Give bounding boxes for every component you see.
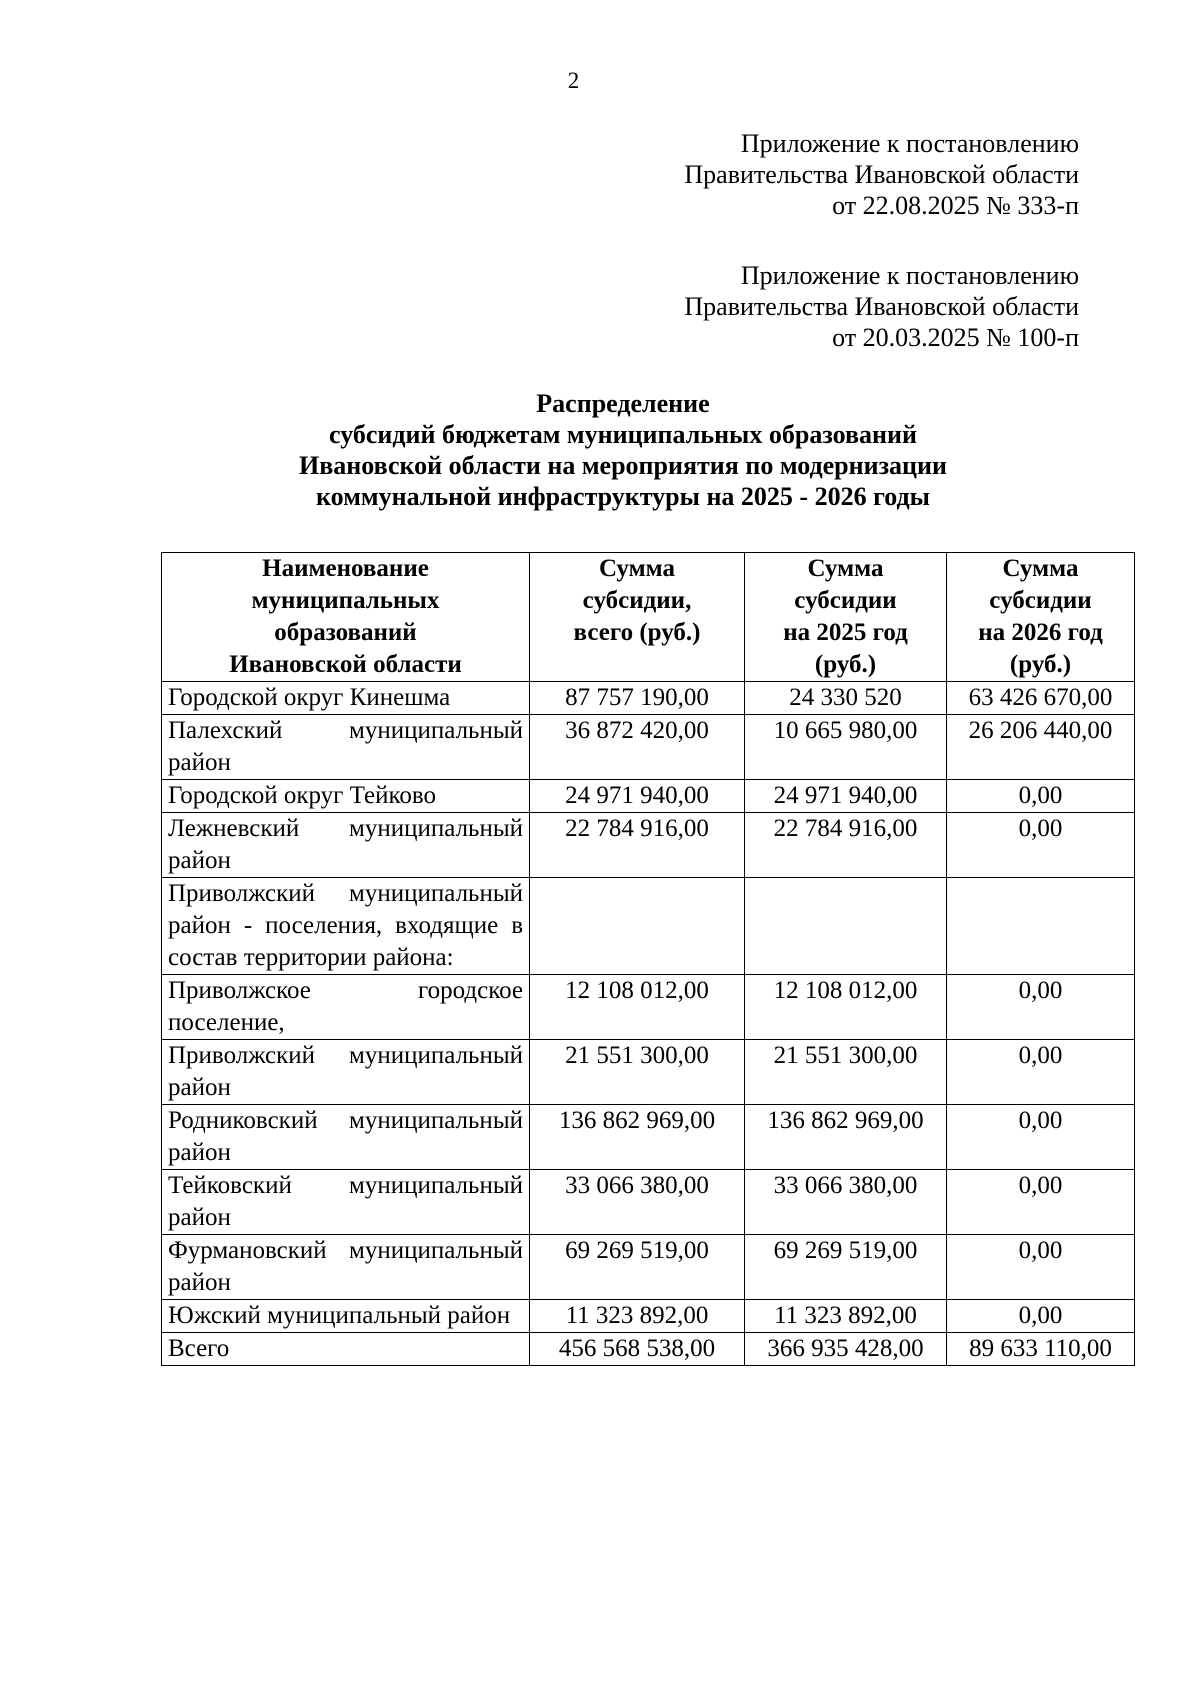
- municipality-name: Палехский муниципальный район: [162, 715, 530, 780]
- subsidy-2025: 24 330 520: [745, 682, 947, 715]
- appendix-line: Приложение к постановлению: [740, 261, 1079, 290]
- header-2025: Сумма субсидии на 2025 год (руб.): [745, 553, 947, 682]
- empty-cell: [745, 878, 947, 975]
- total-label: Всего: [162, 1333, 530, 1366]
- subsidy-total: 11 323 892,00: [530, 1300, 745, 1333]
- subsidy-2025: 136 862 969,00: [745, 1105, 947, 1170]
- municipality-name: Приволжский муниципальный район: [162, 1040, 530, 1105]
- table-row-group-heading: [162, 878, 1135, 975]
- municipality-name: Южский муниципальный район: [162, 1300, 530, 1333]
- table-subrow: [162, 975, 1135, 1040]
- table-row: [162, 1170, 1135, 1235]
- municipality-name: Тейковский муниципальный район: [162, 1170, 530, 1235]
- subsidy-total: 24 971 940,00: [530, 780, 745, 813]
- title-line: Ивановской области на мероприятия по модернизации: [299, 451, 947, 480]
- subsidy-2026: 63 426 670,00: [947, 682, 1135, 715]
- table-row: [162, 1235, 1135, 1300]
- table-row: [162, 715, 1135, 780]
- table-header-row: [162, 553, 1135, 682]
- appendix-reference-original: [684, 260, 1079, 353]
- table-row: [162, 1105, 1135, 1170]
- subsidy-2025: 69 269 519,00: [745, 1235, 947, 1300]
- grand-total-2026: 89 633 110,00: [947, 1333, 1135, 1366]
- header-2026: Сумма субсидии на 2026 год (руб.): [947, 553, 1135, 682]
- subsidy-total: 22 784 916,00: [530, 813, 745, 878]
- table-subrow: [162, 1040, 1135, 1105]
- subsidy-2026: 0,00: [947, 1235, 1135, 1300]
- subsidy-2026: 0,00: [947, 1105, 1135, 1170]
- subsidy-2025: 33 066 380,00: [745, 1170, 947, 1235]
- header-total: Сумма субсидии, всего (руб.): [530, 553, 745, 682]
- subsidy-2025: 22 784 916,00: [745, 813, 947, 878]
- appendix-date-number: от 22.08.2025 № 333-п: [832, 191, 1079, 220]
- subsidy-distribution-table: [161, 552, 1135, 1366]
- subsidy-total: 36 872 420,00: [530, 715, 745, 780]
- subsidy-2025: 11 323 892,00: [745, 1300, 947, 1333]
- municipality-group-heading: Приволжский муниципальный район - поселения, входящие в состав территории района:: [162, 878, 530, 975]
- municipality-name: Приволжское городское поселение,: [162, 975, 530, 1040]
- page-number: 2: [567, 68, 580, 93]
- subsidy-2025: 21 551 300,00: [745, 1040, 947, 1105]
- subsidy-2026: 0,00: [947, 780, 1135, 813]
- subsidy-2026: 0,00: [947, 1300, 1135, 1333]
- title-line: Распределение: [536, 389, 710, 418]
- subsidy-total: 12 108 012,00: [530, 975, 745, 1040]
- header-municipality: Наименование муниципальных образований Ивановской области: [162, 553, 530, 682]
- subsidy-2026: 0,00: [947, 1170, 1135, 1235]
- subsidy-2026: 0,00: [947, 1040, 1135, 1105]
- table-row: [162, 682, 1135, 715]
- municipality-name: Фурмановский муниципальный район: [162, 1235, 530, 1300]
- subsidy-2025: 10 665 980,00: [745, 715, 947, 780]
- subsidy-total: 69 269 519,00: [530, 1235, 745, 1300]
- table-row: [162, 1300, 1135, 1333]
- empty-cell: [947, 878, 1135, 975]
- table-total-row: [162, 1333, 1135, 1366]
- document-title: [150, 388, 1096, 512]
- subsidy-total: 87 757 190,00: [530, 682, 745, 715]
- subsidy-total: 33 066 380,00: [530, 1170, 745, 1235]
- subsidy-total: 136 862 969,00: [530, 1105, 745, 1170]
- empty-cell: [530, 878, 745, 975]
- municipality-name: Лежневский муниципальный район: [162, 813, 530, 878]
- title-line: субсидий бюджетам муниципальных образований: [329, 420, 917, 449]
- subsidy-2025: 12 108 012,00: [745, 975, 947, 1040]
- subsidy-2026: 26 206 440,00: [947, 715, 1135, 780]
- municipality-name: Городской округ Тейково: [162, 780, 530, 813]
- table-row: [162, 780, 1135, 813]
- appendix-line: Правительства Ивановской области: [684, 292, 1079, 321]
- appendix-line: Приложение к постановлению: [740, 129, 1079, 158]
- appendix-reference-current: [684, 128, 1079, 221]
- municipality-name: Родниковский муниципальный район: [162, 1105, 530, 1170]
- subsidy-2026: 0,00: [947, 813, 1135, 878]
- grand-total-2025: 366 935 428,00: [745, 1333, 947, 1366]
- municipality-name: Городской округ Кинешма: [162, 682, 530, 715]
- subsidy-2025: 24 971 940,00: [745, 780, 947, 813]
- grand-total: 456 568 538,00: [530, 1333, 745, 1366]
- appendix-date-number: от 20.03.2025 № 100-п: [832, 323, 1079, 352]
- appendix-line: Правительства Ивановской области: [684, 160, 1079, 189]
- subsidy-2026: 0,00: [947, 975, 1135, 1040]
- title-line: коммунальной инфраструктуры на 2025 - 2026 годы: [316, 482, 930, 511]
- subsidy-total: 21 551 300,00: [530, 1040, 745, 1105]
- table-row: [162, 813, 1135, 878]
